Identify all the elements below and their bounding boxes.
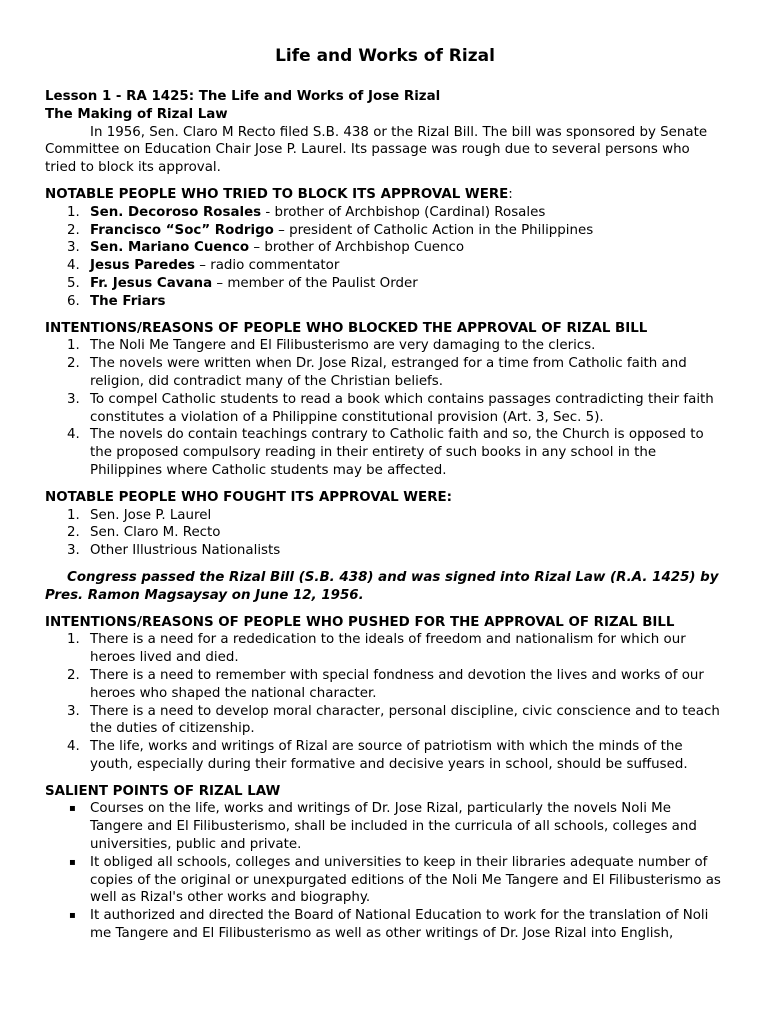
block-reasons-list	[45, 337, 725, 479]
list-text: The life, works and writings of Rizal are source of patriotism with which the minds of the youth, especially during their formative and decisive years in school, should be suffused.	[90, 739, 688, 772]
list-number: 4.	[67, 258, 80, 274]
blockers-heading-text: NOTABLE PEOPLE WHO TRIED TO BLOCK ITS APPROVAL WERE	[45, 186, 509, 202]
list-number: 2.	[67, 356, 80, 372]
list-item	[45, 355, 725, 391]
list-text: There is a need to remember with special fondness and devotion the lives and works of our heroes who shaped the national character.	[90, 667, 704, 701]
person-name: Francisco “Soc” Rodrigo	[90, 222, 274, 238]
list-number: 1.	[67, 338, 80, 354]
person-name: The Friars	[90, 293, 166, 309]
intro-paragraph: In 1956, Sen. Claro M Recto filed S.B. 438 or the Rizal Bill. The bill was sponsored by Senate Committee on Education Chair Jose P. Laurel. Its passage was rough due to several persons who tried to block its approval.	[45, 124, 708, 176]
list-number: 4.	[67, 739, 80, 755]
list-item	[45, 222, 725, 240]
list-item	[45, 293, 725, 311]
salient-points-list	[45, 800, 725, 942]
list-text: The novels do contain teachings contrary to Catholic faith and so, the Church is opposed to the proposed compulsory reading in their entirety of such books in any school in the Philippines where Catholic students may be affected.	[90, 427, 704, 478]
list-item	[45, 907, 725, 943]
list-number: 3.	[67, 703, 80, 719]
list-item	[45, 800, 725, 853]
list-item	[45, 257, 725, 275]
person-name: Jesus Paredes	[90, 258, 196, 274]
square-bullet-icon: ▪	[69, 910, 76, 922]
person-desc: – brother of Archbishop Cuenco	[249, 240, 465, 256]
list-item	[45, 275, 725, 293]
person-name: Sen. Mariano Cuenco	[90, 240, 250, 256]
person-desc: – president of Catholic Action in the Philippines	[273, 222, 594, 238]
list-item	[45, 667, 725, 703]
list-text: There is a need for a rededication to the ideals of freedom and nationalism for which our heroes lived and died.	[90, 632, 686, 666]
list-text: The novels were written when Dr. Jose Rizal, estranged for a time from Catholic faith and religion, did contradict many of the Christian beliefs.	[90, 356, 687, 389]
list-number: 3.	[67, 240, 80, 256]
list-text: Other Illustrious Nationalists	[90, 543, 281, 559]
supporters-heading: NOTABLE PEOPLE WHO FOUGHT ITS APPROVAL WERE:	[45, 489, 453, 505]
list-text: Courses on the life, works and writings of Dr. Jose Rizal, particularly the novels Noli Me Tangere and El Filibusterismo, shall be included in the curricula of all schools, colleges and universities, public and private.	[90, 801, 697, 853]
list-number: 5.	[67, 275, 80, 291]
person-desc: - brother of Archbishop (Cardinal) Rosales	[261, 204, 546, 220]
list-text: It obliged all schools, colleges and universities to keep in their libraries adequate number of copies of the original or unexpurgated editions of the Noli Me Tangere and El Filibusterismo as well as Rizal's other works and biography.	[90, 854, 721, 906]
block-reasons-heading: INTENTIONS/REASONS OF PEOPLE WHO BLOCKED THE APPROVAL OF RIZAL BILL	[45, 320, 648, 336]
square-bullet-icon: ▪	[69, 856, 76, 868]
list-text: It authorized and directed the Board of National Education to work for the translation of Noli me Tangere and El Filibusterismo as well as other writings of Dr. Jose Rizal into English,	[90, 908, 709, 942]
list-item	[45, 204, 725, 222]
person-desc: – radio commentator	[195, 258, 340, 274]
list-item	[45, 703, 725, 739]
list-text: Sen. Jose P. Laurel	[90, 507, 212, 523]
push-reasons-heading: INTENTIONS/REASONS OF PEOPLE WHO PUSHED FOR THE APPROVAL OF RIZAL BILL	[45, 614, 675, 630]
square-bullet-icon: ▪	[69, 803, 76, 815]
list-number: 2.	[67, 525, 80, 541]
list-number: 1.	[67, 507, 80, 523]
lesson-heading: Lesson 1 - RA 1425: The Life and Works of Jose Rizal	[45, 89, 441, 104]
subheading: The Making of Rizal Law	[45, 106, 228, 122]
push-reasons-list	[45, 631, 725, 773]
list-item	[45, 631, 725, 667]
list-text: There is a need to develop moral character, personal discipline, civic conscience and to teach the duties of citizenship.	[90, 703, 720, 737]
person-name: Fr. Jesus Cavana	[90, 275, 213, 291]
list-number: 3.	[67, 543, 80, 559]
document-title: Life and Works of Rizal	[275, 46, 495, 66]
list-item	[45, 542, 725, 560]
list-item	[45, 854, 725, 907]
list-number: 3.	[67, 391, 80, 407]
salient-points-heading: SALIENT POINTS OF RIZAL LAW	[45, 783, 281, 799]
passage-statement: Congress passed the Rizal Bill (S.B. 438) and was signed into Rizal Law (R.A. 1425) by Pres. Ramon Magsaysay on June 12, 1956.	[45, 569, 719, 603]
blockers-heading-colon: :	[508, 186, 513, 202]
list-number: 6.	[67, 293, 80, 309]
list-item	[45, 738, 725, 774]
person-name: Sen. Decoroso Rosales	[90, 204, 262, 220]
list-text: Sen. Claro M. Recto	[90, 525, 221, 541]
list-number: 1.	[67, 632, 80, 648]
blockers-heading	[45, 186, 725, 204]
list-number: 1.	[67, 204, 80, 220]
list-item	[45, 239, 725, 257]
blockers-list	[45, 204, 725, 311]
list-number: 2.	[67, 667, 80, 683]
list-item	[45, 524, 725, 542]
supporters-list	[45, 507, 725, 560]
list-number: 4.	[67, 427, 80, 443]
list-text: The Noli Me Tangere and El Filibusterismo are very damaging to the clerics.	[90, 338, 596, 354]
list-item	[45, 391, 725, 427]
list-text: To compel Catholic students to read a book which contains passages contradicting their faith constitutes a violation of a Philippine constitutional provision (Art. 3, Sec. 5).	[90, 391, 714, 425]
document-page	[45, 44, 725, 943]
list-item	[45, 337, 725, 355]
list-item	[45, 426, 725, 479]
list-item	[45, 507, 725, 525]
list-number: 2.	[67, 222, 80, 238]
person-desc: – member of the Paulist Order	[212, 275, 418, 291]
